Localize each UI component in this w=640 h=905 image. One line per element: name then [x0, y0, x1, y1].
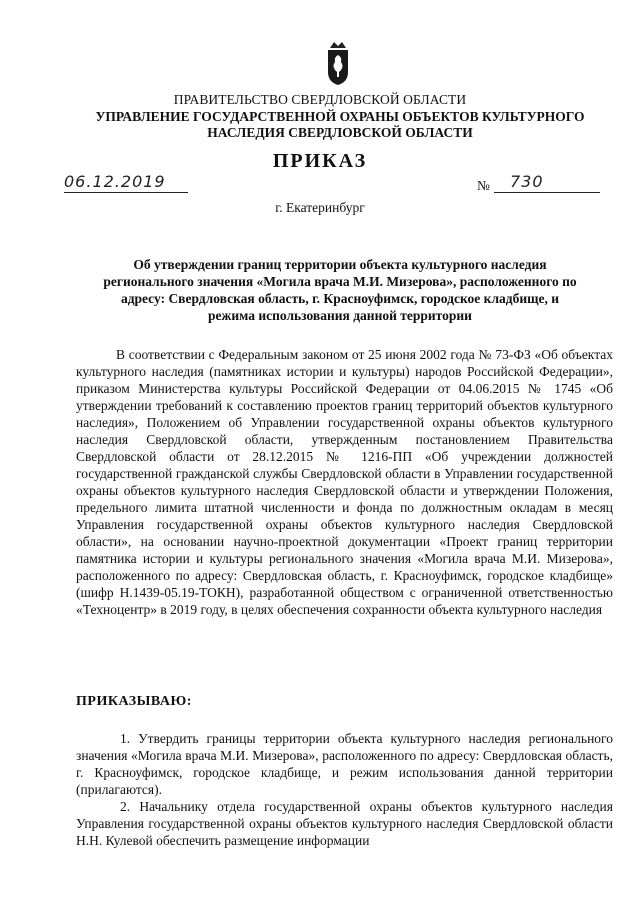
handwritten-date: 06.12.2019	[64, 172, 166, 191]
document-title: ПРИКАЗ	[272, 150, 368, 172]
sverdlovsk-coat-of-arms-icon	[326, 38, 350, 86]
order-word: ПРИКАЗЫВАЮ:	[76, 694, 192, 709]
order-item: 2. Начальнику отдела государственной охраны объектов культурного наследия Управления государственной охраны объектов культурного наследия Свердловской области Н.Н. Кулевой обеспечить размещение информации	[76, 799, 613, 848]
city-name: г. Екатеринбург	[275, 200, 365, 215]
order-subject: Об утверждении границ территории объекта культурного наследия регионального значения «Могила врача М.И. Мизерова», расположенного по адресу: Свердловская область, г. Красноуфимск, городское кладбище, и режима использования данной территории	[103, 257, 577, 323]
order-item: 1. Утвердить границы территории объекта культурного наследия регионального значения «Могила врача М.И. Мизерова», расположенного по адресу: Свердловская область, г. Красноуфимск, городское кладбище, и режим использования данной территории (прилагаются).	[76, 731, 613, 797]
preamble-paragraph: В соответствии с Федеральным законом от 25 июня 2002 года № 73-ФЗ «Об объектах культурного наследия (памятниках истории и культуры) народов Российской Федерации», приказом Министерства культуры Российской Федерации от 04.06.2015 № 1745 «Об утверждении требований к составлению проектов границ территорий объектов культурного наследия», Положением об Управлении государственной охраны объектов культурного наследия Свердловской области, утвержденным постановлением Правительства Свердловской области от 28.12.2015 № 1216-ПП «Об учреждении должностей государственной гражданской службы Свердловской области в Управлении государственной охраны объектов культурного наследия Свердловской области и утверждении Положения, предельного лимита штатной численности и фонда по должностным окладам в месяц Управления государственной охраны объектов культурного наследия Свердловской области», на основании научно-проектной документации «Проект границ территории памятника истории и культуры регионального значения «Могила врача М.И. Мизерова», расположенного по адресу: Свердловская область, г. Красноуфимск, городское кладбище» (шифр Н.1439-05.19-ТОКН), разработанной обществом с ограниченной ответственностью «Техноцентр» в 2019 году, в целях обеспечения сохранности объекта культурного наследия	[76, 347, 613, 617]
number-label: №	[477, 178, 490, 193]
handwritten-number: 730	[510, 172, 544, 191]
department-name: УПРАВЛЕНИЕ ГОСУДАРСТВЕННОЙ ОХРАНЫ ОБЪЕКТОВ КУЛЬТУРНОГО НАСЛЕДИЯ СВЕРДЛОВСКОЙ ОБЛАСТИ	[95, 109, 585, 140]
government-name: ПРАВИТЕЛЬСТВО СВЕРДЛОВСКОЙ ОБЛАСТИ	[173, 92, 467, 107]
number-field	[494, 174, 600, 193]
date-field	[64, 174, 188, 193]
